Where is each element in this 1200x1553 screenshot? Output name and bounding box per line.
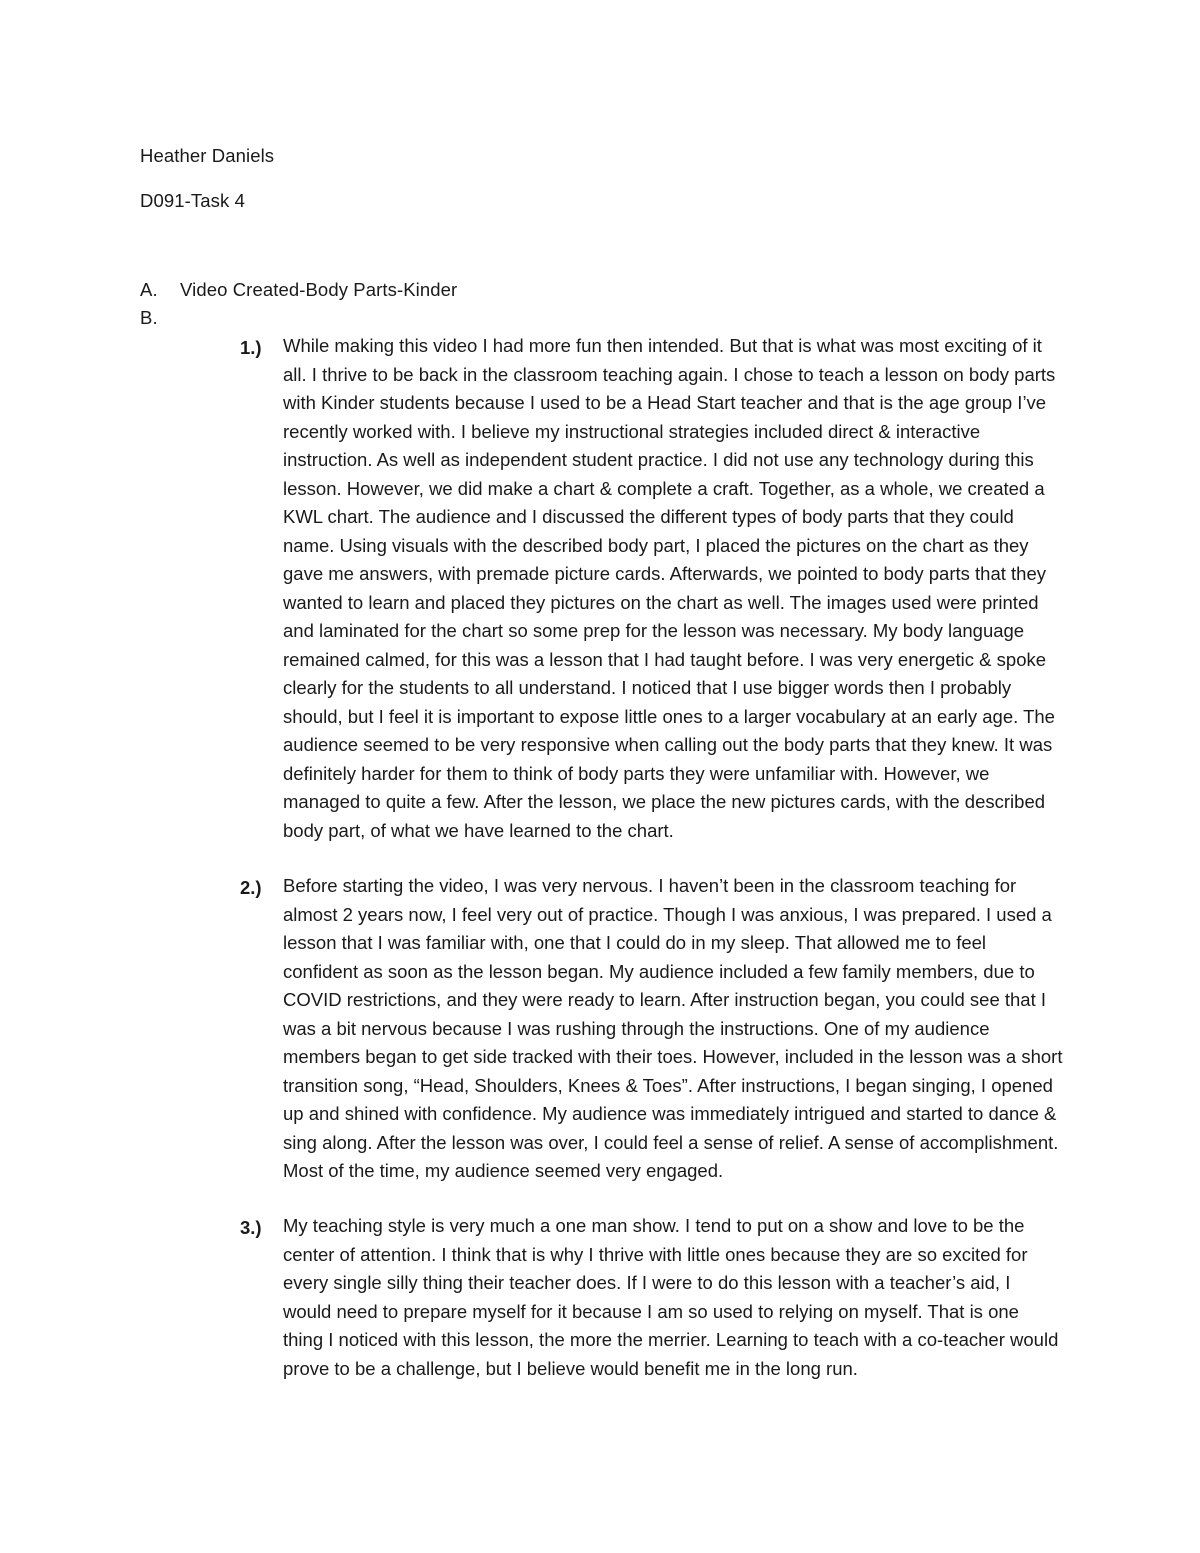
item-2-number: 2.) [240,877,262,898]
section-a-text: Video Created-Body Parts-Kinder [180,279,458,300]
item-2-paragraph: Before starting the video, I was very nervous. I haven’t been in the classroom teaching for almost 2 years now, I feel very out of practice. Though I was anxious, I was prepared. I used a lesson that I was familiar with, one that I could do in my sleep. That allowed me to feel confident as soon as the lesson began. My audience included a few family members, due to COVID restrictions, and they were ready to learn. After instruction began, you could see that I was a bit nervous because I was rushing through the instructions. One of my audience members began to get side tracked with their toes. However, included in the lesson was a short transition song, “Head, Shoulders, Knees & Toes”. After instructions, I began singing, I opened up and shined with confidence. My audience was immediately intrigued and started to dance & sing along. After the lesson was over, I could feel a sense of relief. A sense of accomplishment. Most of the time, my audience seemed very engaged. [283,875,1063,1181]
section-a-label: A. [140,279,158,300]
item-3-number: 3.) [240,1217,262,1238]
author-name: Heather Daniels [140,145,275,166]
item-3-paragraph: My teaching style is very much a one man show. I tend to put on a show and love to be the center of attention. I think that is why I thrive with little ones because they are so excited for every single silly thing their teacher does. If I were to do this lesson with a teacher’s aid, I would need to prepare myself for it because I am so used to relying on myself. That is one thing I noticed with this lesson, the more the merrier. Learning to teach with a co-teacher would prove to be a challenge, but I believe would benefit me in the long run. [283,1215,1059,1379]
item-1-number: 1.) [240,337,262,358]
course-task-title: D091-Task 4 [140,190,245,211]
item-1-paragraph: While making this video I had more fun then intended. But that is what was most exciting of it all. I thrive to be back in the classroom teaching again. I chose to teach a lesson on body parts with Kinder students because I used to be a Head Start teacher and that is the age group I’ve recently worked with. I believe my instructional strategies included direct & interactive instruction. As well as independent student practice. I did not use any technology during this lesson. However, we did make a chart & complete a craft. Together, as a whole, we created a KWL chart. The audience and I discussed the different types of body parts that they could name. Using visuals with the described body part, I placed the pictures on the chart as they gave me answers, with premade picture cards. Afterwards, we pointed to body parts that they wanted to learn and placed they pictures on the chart as well. The images used were printed and laminated for the chart so some prep for the lesson was necessary. My body language remained calmed, for this was a lesson that I had taught before. I was very energetic & spoke clearly for the students to all understand. I noticed that I use bigger words then I probably should, but I feel it is important to expose little ones to a larger vocabulary at an early age. The audience seemed to be very responsive when calling out the body parts that they knew. It was definitely harder for them to think of body parts they were unfamiliar with. However, we managed to quite a few. After the lesson, we place the new pictures cards, with the described body part, of what we have learned to the chart. [283,335,1056,841]
section-b-label: B. [140,307,158,328]
